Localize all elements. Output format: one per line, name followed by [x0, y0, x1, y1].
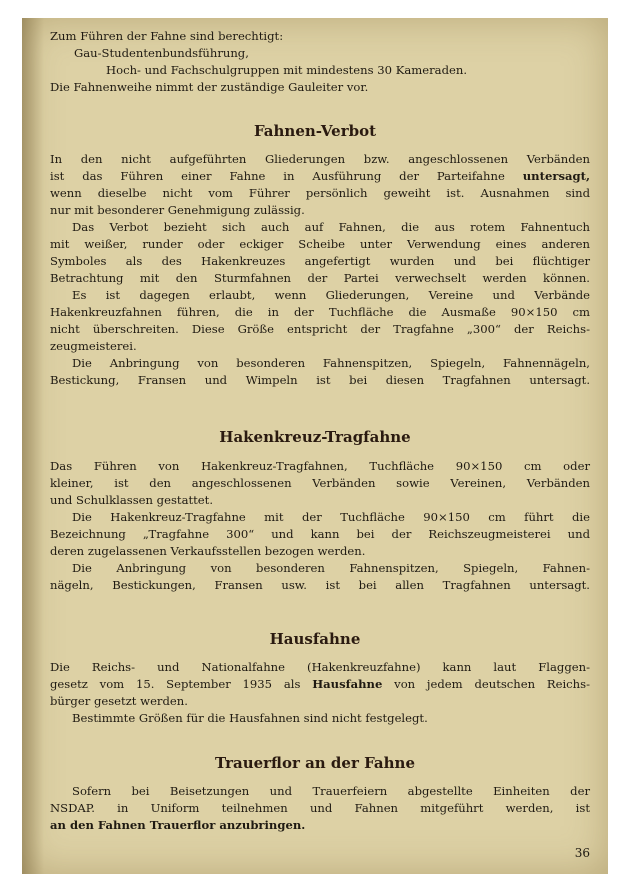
paragraph-line: Hakenkreuzfahnen führen, die in der Tuchfläche die Ausmaße 90×150 cm [50, 305, 590, 319]
section-tragfahne [50, 458, 590, 594]
paragraph-line: NSDAP. in Uniform teilnehmen und Fahnen mitgeführt werden, ist [50, 801, 590, 815]
page-number: 36 [574, 846, 590, 860]
section-trauerflor [50, 783, 590, 834]
paragraph-line: Bezeichnung „Tragfahne 300“ und kann bei der Reichszeugmeisterei und [50, 527, 590, 541]
paragraph-line: Die Anbringung von besonderen Fahnenspitzen, Spiegeln, Fahnennägeln, [72, 356, 590, 370]
intro-line-3: Hoch- und Fachschulgruppen mit mindestens 30 Kameraden. [106, 63, 468, 77]
paragraph-line: und Schulklassen gestattet. [50, 493, 214, 507]
emphasis-hausfahne: Hausfahne [312, 677, 383, 691]
text-run: gesetz vom 15. September 1935 als [50, 677, 313, 691]
paragraph-line: nägeln, Bestickungen, Fransen usw. ist bei allen Tragfahnen untersagt. [50, 578, 590, 592]
paragraph-line [50, 676, 590, 693]
heading-trauerflor: Trauerflor an der Fahne [215, 754, 415, 772]
paragraph-line: Betrachtung mit den Sturmfahnen der Partei verwechselt werden können. [50, 271, 590, 285]
emphasis-trauerflor: an den Fahnen Trauerflor anzubringen. [50, 818, 306, 832]
paragraph-line [50, 168, 590, 185]
intro-line-4: Die Fahnenweihe nimmt der zuständige Gauleiter vor. [50, 80, 369, 94]
section-fahnen-verbot [50, 151, 590, 389]
paragraph-line: kleiner, ist den angeschlossenen Verbänden sowie Vereinen, Verbänden [50, 476, 590, 490]
paragraph-line: mit weißer, runder oder eckiger Scheibe unter Verwendung eines anderen [50, 237, 590, 251]
paragraph-line: Die Anbringung von besonderen Fahnenspitzen, Spiegeln, Fahnen- [72, 561, 590, 575]
paragraph-line: Bestimmte Größen für die Hausfahnen sind nicht festgelegt. [72, 711, 428, 725]
emphasis-untersagt: untersagt, [522, 169, 590, 183]
heading-hausfahne: Hausfahne [269, 630, 361, 648]
paragraph-line: wenn dieselbe nicht vom Führer persönlich geweiht ist. Ausnahmen sind [50, 186, 590, 200]
paragraph-line: Das Führen von Hakenkreuz-Tragfahnen, Tuchfläche 90×150 cm oder [50, 459, 590, 473]
paragraph-line: nur mit besonderer Genehmigung zulässig. [50, 203, 305, 217]
intro-line-2: Gau-Studentenbundsführung, [74, 46, 249, 60]
intro-block [50, 28, 590, 96]
heading-fahnen-verbot: Fahnen-Verbot [253, 122, 377, 140]
text-run: ist das Führen einer Fahne in Ausführung der Parteifahne [50, 169, 523, 183]
heading-hakenkreuz-tragfahne: Hakenkreuz-Tragfahne [219, 428, 411, 446]
paragraph-line [50, 817, 590, 834]
paragraph-line: deren zugelassenen Verkaufsstellen bezogen werden. [50, 544, 366, 558]
paragraph-line: Die Reichs- und Nationalfahne (Hakenkreuzfahne) kann laut Flaggen- [50, 660, 590, 674]
paragraph-line: Die Hakenkreuz-Tragfahne mit der Tuchfläche 90×150 cm führt die [72, 510, 590, 524]
paragraph-line: Sofern bei Beisetzungen und Trauerfeiern abgestellte Einheiten der [72, 784, 590, 798]
paragraph-line: Das Verbot bezieht sich auch auf Fahnen, die aus rotem Fahnentuch [72, 220, 590, 234]
intro-line-1: Zum Führen der Fahne sind berechtigt: [50, 29, 284, 43]
paragraph-line: bürger gesetzt werden. [50, 694, 188, 708]
paragraph-line: Es ist dagegen erlaubt, wenn Gliederungen, Vereine und Verbände [72, 288, 590, 302]
paragraph-line: nicht überschreiten. Diese Größe entspricht der Tragfahne „300“ der Reichs- [50, 322, 590, 336]
paragraph-line: In den nicht aufgeführten Gliederungen bzw. angeschlossenen Verbänden [50, 152, 590, 166]
paragraph-line: Bestickung, Fransen und Wimpeln ist bei diesen Tragfahnen untersagt. [50, 373, 590, 387]
text-run: von jedem deutschen Reichs- [382, 677, 591, 691]
paragraph-line: zeugmeisterei. [50, 339, 137, 353]
paragraph-line: Symboles als des Hakenkreuzes angefertigt wurden und bei flüchtiger [50, 254, 590, 268]
section-hausfahne [50, 659, 590, 727]
book-page [22, 18, 608, 874]
